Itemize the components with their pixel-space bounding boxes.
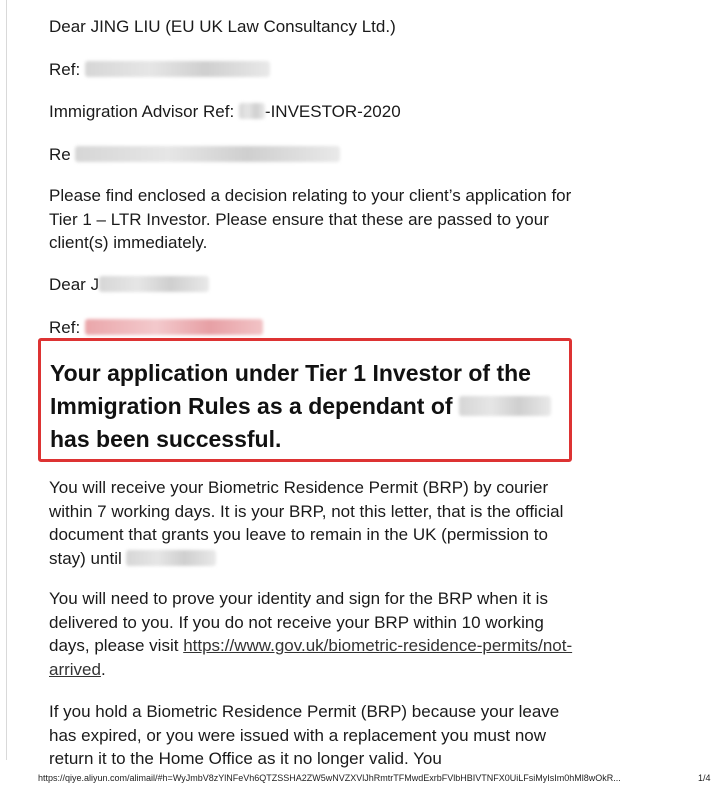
ref-2-line (49, 316, 263, 339)
brp-not-arrived-link[interactable]: https://www.gov.uk/biometric-residence-permits/not-arrived (49, 636, 573, 679)
redacted-name (99, 276, 209, 292)
prove-text-end: . (100, 659, 106, 679)
prove-identity-paragraph (49, 587, 589, 681)
prove-text: You will need to prove your identity and sign for the BRP when it is delivered to you. If you do not receive your BRP within 10 working days, please visit (49, 589, 548, 655)
salutation-2: Dear J (49, 275, 100, 294)
redacted-re (75, 146, 340, 162)
advisor-ref-line (49, 100, 401, 123)
salutation-line: Dear JING LIU (EU UK Law Consultancy Ltd.) (49, 17, 396, 36)
intro-paragraph: Please find enclosed a decision relating to your client’s application for Tier 1 – LTR Investor. Please ensure that these are passed to your client(s) immediately. (49, 186, 572, 252)
decision-headline (50, 357, 570, 456)
headline-part1: Your application under Tier 1 Investor of the Immigration Rules as a dependant of (50, 360, 531, 419)
redacted-ref (85, 61, 270, 77)
headline-part2: has been successful. (50, 426, 282, 452)
ref-2-label: Ref: (49, 318, 81, 337)
redacted-date (126, 550, 216, 566)
advisor-ref-value: -INVESTOR-2020 (264, 102, 401, 121)
ref-line (49, 58, 270, 81)
advisor-ref-label: Immigration Advisor Ref: (49, 102, 235, 121)
salutation-2-line (49, 273, 209, 296)
footer-url: https://qiye.aliyun.com/alimail/#h=WyJmbV8zYlNFeVh6QTZSSHA2ZW5wNVZXVlJhRmtrTFMwdExrbFVlbHBIVTNFX0UiLFsiMyIsIm0hMl8wOkR... (38, 773, 621, 783)
return-brp-paragraph: If you hold a Biometric Residence Permit (BRP) because your leave has expired, or you were issued with a replacement you must now return it to the Home Office as it no longer valid. You (49, 702, 560, 768)
re-line (49, 143, 340, 166)
print-footer (38, 773, 690, 783)
brp-paragraph (49, 476, 589, 570)
re-label: Re (49, 145, 71, 164)
ref-label: Ref: (49, 60, 81, 79)
redacted-dependant-name (459, 396, 551, 416)
redacted-advisor-ref (239, 103, 265, 119)
brp-text: You will receive your Biometric Residence Permit (BRP) by courier within 7 working days. It is your BRP, not this letter, that is the official document that grants you leave to remain in the UK (permission to stay) until (49, 478, 564, 568)
redacted-ref-2 (85, 319, 263, 335)
page-number: 1/4 (698, 773, 711, 783)
page-edge-rule (6, 0, 7, 760)
